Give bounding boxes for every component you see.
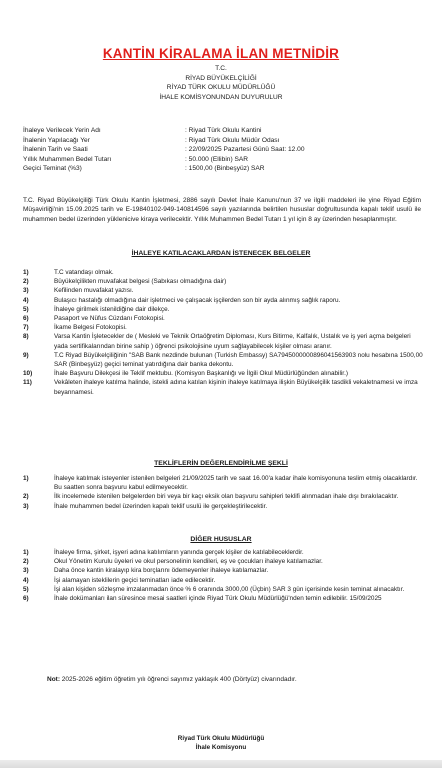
info-row (23, 136, 305, 146)
section-title-required-documents: İHALEYE KATILACAKLARDAN İSTENECEK BELGELER (131, 250, 311, 257)
info-value: : 22/09/2025 Pazartesi Günü Saat: 12.00 (185, 146, 305, 154)
list-item (23, 576, 423, 585)
list-item (23, 305, 423, 314)
info-label: Geçici Teminat (%3) (23, 165, 82, 173)
item-text: İhaleye katılmak isteyenler istenilen belgeleri 21/09/2025 tarih ve saat 16.00'a kadar ihale komisyonuna teslim etmiş olacaklardır. Bu saatten sonra başvuru kabul edilmeyecektir. (54, 475, 418, 492)
signature-block (0, 734, 442, 753)
info-row (23, 164, 305, 174)
list-item (23, 314, 423, 323)
item-number: 1) (23, 475, 29, 482)
list-item (23, 323, 423, 332)
note-line (47, 676, 297, 683)
item-number: 9) (23, 351, 29, 359)
list-item (23, 492, 423, 501)
list-item (23, 268, 423, 277)
list-item (23, 369, 423, 378)
evaluation-list (23, 474, 423, 511)
item-text: Pasaport ve Nüfus Cüzdanı Fotokopisi. (54, 315, 165, 323)
item-number: 8) (23, 333, 29, 341)
info-label: İhaleye Verilecek Yerin Adı (23, 127, 101, 134)
item-number: 2) (23, 278, 29, 286)
item-number: 11) (23, 379, 32, 387)
list-item (23, 474, 423, 492)
item-number: 4) (23, 296, 29, 304)
header-line: İHALE KOMİSYONUNDAN DUYURULUR (159, 93, 283, 101)
other-matters-list (23, 548, 423, 603)
section-title-other-matters: DİĞER HUSUSLAR (190, 536, 252, 543)
item-number: 3) (23, 567, 29, 575)
item-number: 2) (23, 493, 29, 501)
item-text: İhaleye firma, şirket, işyeri adına katılımların yanında gerçek kişiler de katılabileceklerdir. (54, 549, 304, 556)
info-value: : 1500,00 (Binbeşyüz) SAR (185, 165, 265, 173)
note-text: 2025-2026 eğitim öğretim yılı öğrenci sayımız yaklaşık 400 (Dörtyüz) civarındadır. (60, 676, 297, 683)
header-line: RİYAD BÜYÜKELÇİLİĞİ (185, 74, 257, 82)
item-text: Daha önce kantin kiralayıp kira borçlarını ödemeyenler ihaleye katılamazlar. (54, 567, 269, 575)
item-text: Büyükelçilikten muvafakat belgesi (Sabıkası olmadığına dair) (54, 278, 227, 286)
header-line: T.C. (215, 65, 227, 72)
item-number: 7) (23, 324, 29, 332)
item-text: Bulaşıcı hastalığı olmadığına dair işletmeci ve çalışacak işçilerden son bir ayda alınmış sağlık raporu. (54, 296, 341, 304)
tender-info-table (23, 126, 305, 174)
item-number: 2) (23, 558, 29, 566)
item-text: İşi alamayan isteklilerin geçici teminatları iade edilecektir. (54, 576, 216, 584)
item-text: İhale dokümanları ilan süresince mesai saatleri içinde Riyad Türk Okulu Müdürlüğü'nden temin edilebilir. 15/09/2025 (54, 595, 382, 603)
list-item (23, 585, 423, 594)
info-row (23, 155, 305, 165)
item-number: 1) (23, 269, 29, 276)
note-label: Not: (47, 676, 60, 683)
required-documents-list (23, 268, 423, 397)
item-text: T.C vatandaşı olmak. (54, 269, 114, 276)
signature-line: Riyad Türk Okulu Müdürlüğü (177, 735, 265, 742)
item-text: Kefilinden muvafakat yazısı. (54, 287, 134, 295)
item-text: İhale muhammen bedel üzerinden kapalı teklif usulü ile gerçekleştirilecektir. (54, 502, 268, 510)
list-item (23, 277, 423, 286)
item-text: T.C Riyad Büyükelçiliğinin "SAB Bank nezdinde bulunan (Turkish Embassy) SA7945000000896041563903 nolu hesabına 1500,00 SAR (Binbeşyüz) geçici teminat yatırdığına dair banka dekontu. (54, 351, 423, 369)
item-text: İkame Belgesi Fotokopisi. (54, 324, 127, 332)
item-text: Okul Yönetim Kurulu üyeleri ve okul personelinin kendileri, eş ve çocukları ihaleye katılamazlar. (54, 558, 323, 566)
list-item (23, 296, 423, 305)
info-row (23, 145, 305, 155)
item-number: 6) (23, 315, 29, 323)
info-label: İhalenin Tarih ve Saati (23, 146, 88, 154)
item-number: 5) (23, 305, 29, 313)
item-number: 4) (23, 576, 29, 584)
item-number: 6) (23, 595, 29, 603)
list-item (23, 378, 423, 396)
list-item (23, 557, 423, 566)
intro-paragraph: T.C. Riyad Büyükelçiliği Türk Okulu Kantin İşletmesi, 2886 sayılı Devlet İhale Kanunu'nun 37 ve ilgili maddeleri ile yine Riyad Eğitim Müşavirliği'nin 15.09.2025 tarih ve E-19840102-949-140814596 sayılı yazılarında belirtilen hususlar doğrultusunda kapalı teklif usulü ile muhammen bedel üzerinden yüklenicive kiraya verilecektir. Yıllık Muhammen Bedel Tutarı 1 yıl için 8 ay üzerinden hesaplanmıştır. (23, 197, 421, 223)
info-value: : Riyad Türk Okulu Kantini (185, 127, 262, 134)
item-number: 1) (23, 549, 29, 556)
item-text: İhale Başvuru Dilekçesi ile Teklif mektubu. (Komisyon Başkanlığı ve İlgili Okul Müdürlüğünden alınabilir.) (54, 370, 348, 378)
item-text: İlk incelemede istenilen belgelerden biri veya bir kaçı eksik olan başvuru sahipleri teklifi alınmadan ihale dışı bırakılacaktır. (54, 493, 399, 501)
list-item (23, 332, 423, 350)
item-number: 3) (23, 287, 29, 295)
list-item (23, 351, 423, 369)
item-number: 3) (23, 502, 29, 510)
item-number: 5) (23, 585, 29, 593)
scan-edge (0, 760, 442, 768)
signature-line: İhale Komisyonu (195, 744, 247, 752)
list-item (23, 502, 423, 511)
header-line: RİYAD TÜRK OKULU MÜDÜRLÜĞÜ (166, 84, 276, 92)
section-title-evaluation: TEKLİFLERİN DEĞERLENDİRİLME ŞEKLİ (154, 460, 288, 467)
item-text: İhaleye girilmek istenildiğine dair dilekçe. (54, 305, 170, 313)
info-row (23, 126, 305, 136)
info-value: : Riyad Türk Okulu Müdür Odası (185, 136, 280, 144)
list-item (23, 286, 423, 295)
info-value: : 50.000 (Ellibin) SAR (185, 155, 249, 163)
info-label: İhalenin Yapılacağı Yer (23, 136, 90, 144)
item-text: İşi alan kişiden sözleşme imzalanmadan önce % 6 oranında 3000,00 (Üçbin) SAR 3 gün içerisinde kesin teminat alınacaktır. (54, 585, 405, 593)
item-number: 10) (23, 370, 33, 378)
item-text: Varsa Kantin İşletecekler de ( Mesleki ve Teknik Ortaöğretim Diploması, Kurs Bitirme, Kalfalık, Ustalık ve iş yeri açma belgeleri yada sertifikalarından birine sahip ) öğrenci psikolojisine uyum sağlayabilecek kişiler olması aranır. (54, 333, 411, 350)
info-label: Yıllık Muhammen Bedel Tutarı (23, 155, 112, 163)
list-item (23, 548, 423, 557)
institution-header (0, 64, 442, 102)
document-title: KANTİN KİRALAMA İLAN METNİDİR (102, 46, 340, 61)
list-item (23, 566, 423, 575)
list-item (23, 594, 423, 603)
item-text: Vekâleten ihaleye katılma halinde, istekli adına katılan kişinin ihaleye katılmaya ilişkin Büyükelçilik tasdikli vekaletnamesi ve imza beyannamesi. (54, 379, 418, 396)
